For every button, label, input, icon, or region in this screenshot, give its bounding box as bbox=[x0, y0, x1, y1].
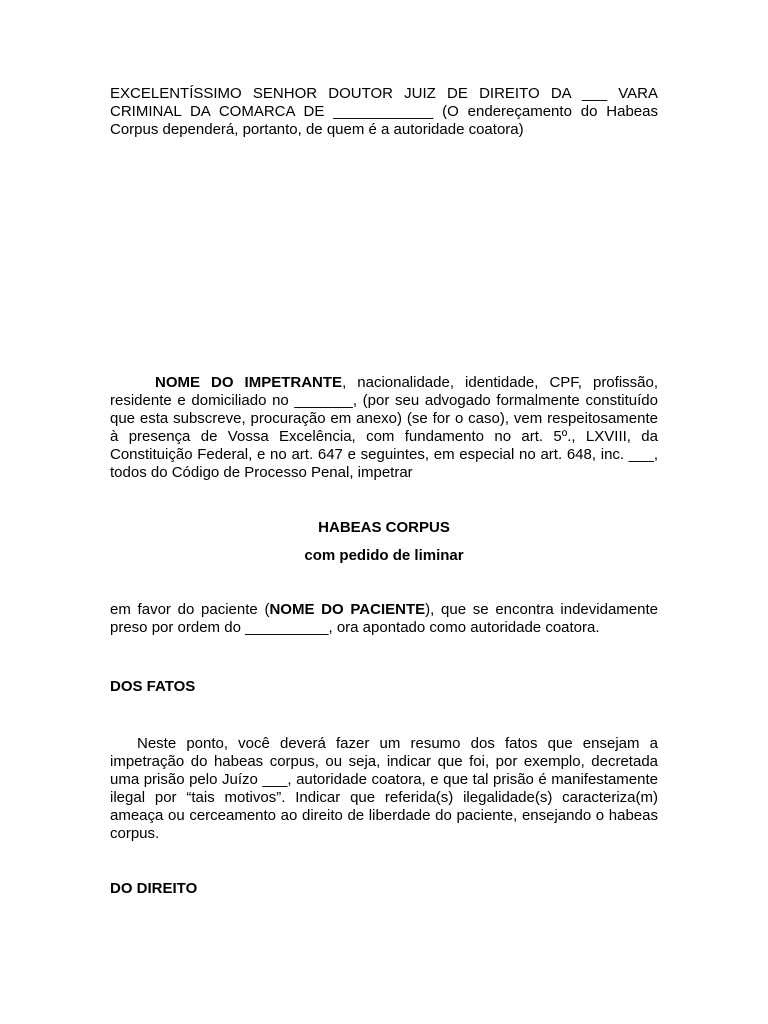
patient-name: NOME DO PACIENTE bbox=[269, 601, 426, 618]
document-title: HABEAS CORPUS bbox=[318, 519, 450, 536]
section-heading-fatos: DOS FATOS bbox=[110, 678, 196, 695]
addressing-paragraph: EXCELENTÍSSIMO SENHOR DOUTOR JUIZ DE DIREITO DA ___ VARA CRIMINAL DA COMARCA DE ____________ (O endereçamento do Habeas Corpus dependerá, portanto, de quem é a autoridade coatora) bbox=[110, 85, 658, 138]
petitioner-paragraph bbox=[110, 374, 658, 482]
document-subtitle: com pedido de liminar bbox=[304, 547, 464, 564]
patient-text-before: em favor do paciente ( bbox=[110, 601, 270, 618]
petitioner-name: NOME DO IMPETRANTE bbox=[155, 374, 343, 391]
facts-text: Neste ponto, você deverá fazer um resumo dos fatos que ensejam a impetração do habeas corpus, ou seja, indicar que foi, por exemplo, decretada uma prisão pelo Juízo ___, autoridade coatora, e que tal prisão é manifestamente ilegal por “tais motivos”. Indicar que referida(s) ilegalidade(s) caracteriza(m) ameaça ou cerceamento ao direito de liberdade do paciente, ensejando o habeas corpus. bbox=[110, 735, 658, 842]
patient-text-after: ), que se encontra indevidamente preso por ordem do __________, ora apontado como autoridade coatora. bbox=[110, 601, 658, 636]
section-heading-direito: DO DIREITO bbox=[110, 880, 198, 897]
petitioner-text: , nacionalidade, identidade, CPF, profissão, residente e domiciliado no _______, (por seu advogado formalmente constituído que esta subscreve, procuração em anexo) (se for o caso), vem respeitosamente à presença de Vossa Excelência, com fundamento no art. 5º., LXVIII, da Constituição Federal, e no art. 647 e seguintes, em especial no art. 648, inc. ___, todos do Código de Processo Penal, impetrar bbox=[110, 374, 659, 481]
patient-paragraph bbox=[110, 601, 658, 637]
facts-paragraph bbox=[110, 735, 658, 843]
